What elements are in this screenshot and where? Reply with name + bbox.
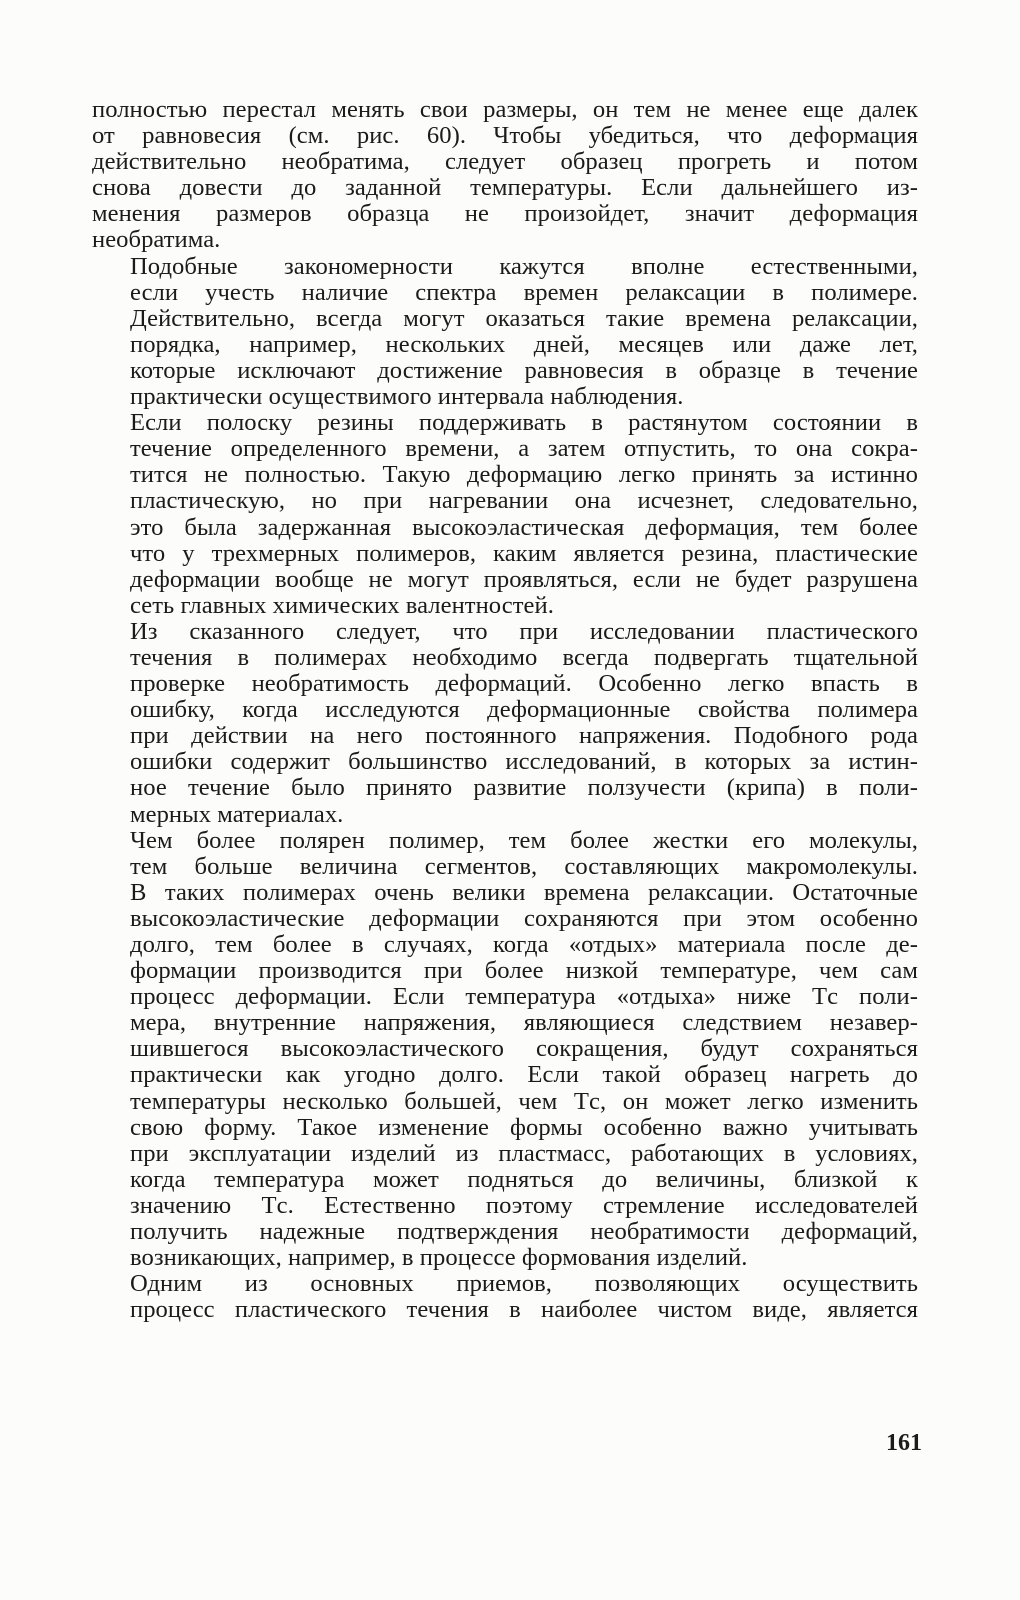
text-line: что у трехмерных полимеров, каким является резина, пластические	[130, 539, 918, 567]
text-line: при эксплуатации изделий из пластмасс, работающих в условиях,	[130, 1139, 918, 1167]
text-line: процесс деформации. Если температура «отдыха» ниже Tс поли-	[130, 983, 918, 1011]
text-line: практически как угодно долго. Если такой образец нагреть до	[130, 1061, 918, 1089]
text-line: Действительно, всегда могут оказаться такие времена релаксации,	[130, 304, 918, 332]
text-line: ное течение было принято развитие ползучести (крипа) в поли-	[130, 774, 918, 802]
paragraph	[92, 1271, 918, 1323]
text-line: необратима.	[92, 226, 221, 254]
text-line: это была задержанная высокоэластическая деформация, тем более	[130, 513, 918, 541]
body-text	[92, 97, 918, 1323]
text-line: тем больше величина сегментов, составляющих макромолекулы.	[130, 852, 918, 880]
text-line: значению Tс. Естественно поэтому стремление исследователей	[130, 1191, 918, 1219]
text-line: температуры несколько большей, чем Tс, он может легко изменить	[130, 1087, 918, 1115]
text-line: течение определенного времени, а затем отпустить, то она сокра-	[130, 435, 918, 463]
paragraph	[92, 410, 918, 619]
text-line: формации производится при более низкой температуре, чем сам	[130, 957, 918, 985]
text-line: действительно необратима, следует образец прогреть и потом	[92, 148, 918, 176]
text-line: при действии на него постоянного напряжения. Подобного рода	[130, 722, 918, 750]
text-line: Чем более полярен полимер, тем более жестки его молекулы,	[130, 826, 918, 854]
text-line: шившегося высокоэластического сокращения, будут сохраняться	[130, 1035, 918, 1063]
text-line: деформации вообще не могут проявляться, если не будет разрушена	[130, 565, 918, 593]
text-line: порядка, например, нескольких дней, месяцев или даже лет,	[130, 330, 918, 358]
text-line: практически осуществимого интервала наблюдения.	[130, 383, 684, 411]
text-line: когда температура может подняться до величины, близкой к	[130, 1165, 918, 1193]
page-number: 161	[886, 1430, 922, 1456]
text-line: которые исключают достижение равновесия в образце в течение	[130, 356, 918, 384]
text-line: сеть главных химических валентностей.	[130, 591, 554, 619]
text-line: если учесть наличие спектра времен релаксации в полимере.	[130, 278, 918, 306]
text-line: ошибки содержит большинство исследований, в которых за истин-	[130, 748, 918, 776]
text-line: полностью перестал менять свои размеры, он тем не менее еще далек	[92, 96, 918, 123]
text-line: получить надежные подтверждения необратимости деформаций,	[130, 1218, 918, 1246]
text-line: свою форму. Такое изменение формы особенно важно учитывать	[130, 1113, 918, 1141]
text-line: мера, внутренние напряжения, являющиеся следствием незавер-	[130, 1009, 918, 1037]
text-line: менения размеров образца не произойдет, значит деформация	[92, 200, 918, 228]
text-line: снова довести до заданной температуры. Если дальнейшего из-	[92, 174, 918, 202]
paragraph	[92, 619, 918, 828]
text-line: тится не полностью. Такую деформацию легко принять за истинно	[130, 461, 918, 489]
text-line: Одним из основных приемов, позволяющих осуществить	[130, 1270, 918, 1298]
text-line: проверке необратимость деформаций. Особенно легко впасть в	[130, 670, 918, 698]
text-line: мерных материалах.	[130, 800, 344, 828]
text-line: течения в полимерах необходимо всегда подвергать тщательной	[130, 643, 918, 671]
text-line: высокоэластические деформации сохраняются при этом особенно	[130, 904, 918, 932]
text-line: Из сказанного следует, что при исследовании пластического	[130, 617, 918, 645]
text-line: от равновесия (см. рис. 60). Чтобы убедиться, что деформация	[92, 122, 918, 150]
text-line: возникающих, например, в процессе формования изделий.	[130, 1244, 748, 1272]
paragraph	[92, 828, 918, 1272]
text-line: Подобные закономерности кажутся вполне естественными,	[130, 252, 918, 280]
paragraph	[92, 97, 918, 254]
text-line: Если полоску резины поддерживать в растянутом состоянии в	[130, 409, 918, 437]
text-line: долго, тем более в случаях, когда «отдых» материала после де-	[130, 931, 918, 958]
text-line: процесс пластического течения в наиболее чистом виде, является	[130, 1296, 918, 1324]
paragraph	[92, 254, 918, 411]
text-line: ошибку, когда исследуются деформационные свойства полимера	[130, 696, 918, 724]
text-line: пластическую, но при нагревании она исчезнет, следовательно,	[130, 487, 918, 515]
text-line: В таких полимерах очень велики времена релаксации. Остаточные	[130, 878, 918, 906]
